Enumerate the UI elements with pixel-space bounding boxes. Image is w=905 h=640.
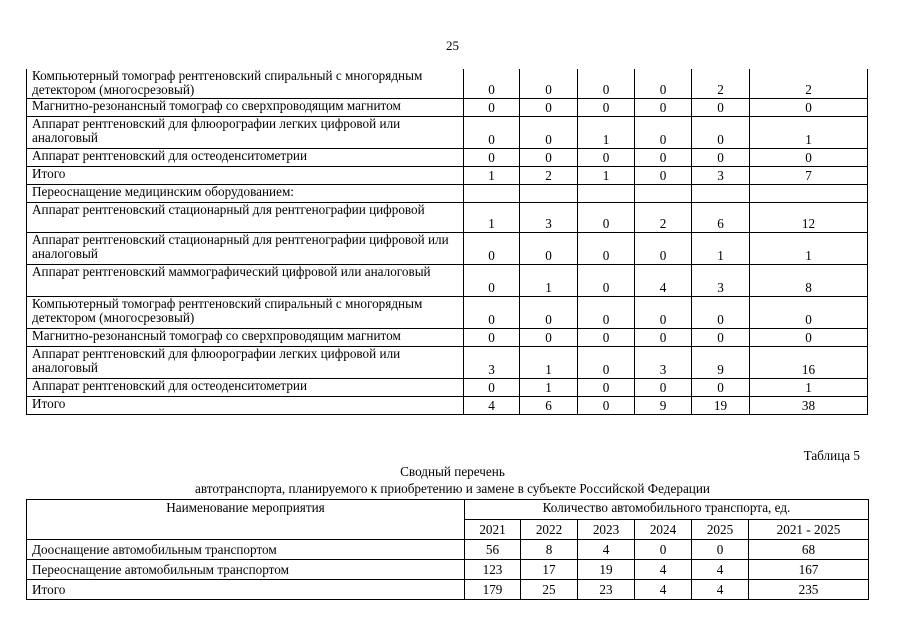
value-cell: 4 (692, 560, 749, 580)
value-cell (578, 185, 635, 203)
row-name-cell: Итого (27, 397, 464, 415)
value-cell: 0 (520, 149, 578, 167)
year-header-cell: 2023 (578, 520, 635, 540)
table-row (27, 69, 868, 99)
value-cell: 0 (464, 149, 520, 167)
value-cell: 0 (635, 149, 692, 167)
value-cell: 0 (635, 117, 692, 149)
row-name-cell: Аппарат рентгеновский маммографический цифровой или аналоговый (27, 265, 464, 297)
table-row (27, 99, 868, 117)
value-cell: 0 (692, 329, 750, 347)
value-cell: 19 (692, 397, 750, 415)
year-header-cell: 2021 - 2025 (749, 520, 869, 540)
value-cell: 8 (521, 540, 578, 560)
value-cell: 38 (750, 397, 868, 415)
value-cell: 0 (464, 379, 520, 397)
table-row (27, 397, 868, 415)
value-cell (464, 185, 520, 203)
value-cell: 0 (635, 99, 692, 117)
value-cell: 0 (692, 540, 749, 560)
value-cell: 1 (464, 203, 520, 233)
value-cell: 235 (749, 580, 869, 600)
value-cell: 0 (520, 297, 578, 329)
value-cell: 0 (635, 69, 692, 99)
value-cell: 0 (750, 99, 868, 117)
value-cell: 167 (749, 560, 869, 580)
value-cell: 0 (578, 297, 635, 329)
value-cell: 0 (464, 265, 520, 297)
value-cell: 0 (578, 397, 635, 415)
year-header-cell: 2024 (635, 520, 692, 540)
value-cell: 0 (520, 99, 578, 117)
value-cell: 0 (750, 329, 868, 347)
value-cell: 179 (465, 580, 521, 600)
value-cell: 0 (750, 149, 868, 167)
row-name-cell: Компьютерный томограф рентгеновский спиральный с многорядным детектором (многосрезовый) (27, 297, 464, 329)
value-cell: 6 (520, 397, 578, 415)
value-cell: 0 (578, 149, 635, 167)
value-cell: 56 (465, 540, 521, 560)
table-row (27, 540, 869, 560)
row-name-cell: Итого (27, 580, 465, 600)
table-label: Таблица 5 (803, 448, 860, 463)
value-cell: 1 (520, 265, 578, 297)
value-cell: 3 (464, 347, 520, 379)
value-cell: 4 (578, 540, 635, 560)
value-cell: 0 (578, 347, 635, 379)
value-cell: 1 (520, 379, 578, 397)
value-cell: 2 (750, 69, 868, 99)
value-cell: 12 (750, 203, 868, 233)
value-cell: 0 (464, 329, 520, 347)
value-cell: 0 (464, 297, 520, 329)
table-caption-title: Сводный перечень (400, 464, 505, 479)
value-cell: 8 (750, 265, 868, 297)
table-caption-subtitle: автотранспорта, планируемого к приобретению и замене в субъекте Российской Федерации (195, 481, 710, 496)
value-cell: 2 (635, 203, 692, 233)
header-name-cell: Наименование мероприятия (27, 500, 465, 540)
value-cell (692, 185, 750, 203)
value-cell: 4 (635, 560, 692, 580)
value-cell: 0 (578, 379, 635, 397)
value-cell: 0 (692, 99, 750, 117)
row-name-cell: Аппарат рентгеновский для остеоденситометрии (27, 149, 464, 167)
value-cell: 0 (578, 265, 635, 297)
table-row (27, 149, 868, 167)
row-name-cell: Магнитно-резонансный томограф со сверхпроводящим магнитом (27, 329, 464, 347)
table-row (27, 117, 868, 149)
table-header-row (27, 500, 869, 520)
row-name-cell: Аппарат рентгеновский для флюорографии легких цифровой или аналоговый (27, 347, 464, 379)
value-cell: 1 (750, 117, 868, 149)
value-cell: 2 (692, 69, 750, 99)
table-row (27, 580, 869, 600)
value-cell: 0 (692, 117, 750, 149)
year-header-cell: 2021 (465, 520, 521, 540)
header-group-cell: Количество автомобильного транспорта, ед. (465, 500, 869, 520)
row-name-cell: Аппарат рентгеновский стационарный для рентгенографии цифровой или аналоговый (27, 233, 464, 265)
value-cell: 4 (635, 265, 692, 297)
value-cell: 3 (635, 347, 692, 379)
value-cell: 0 (520, 233, 578, 265)
value-cell: 2 (520, 167, 578, 185)
value-cell: 0 (464, 117, 520, 149)
value-cell: 1 (578, 167, 635, 185)
value-cell: 0 (520, 329, 578, 347)
value-cell: 0 (464, 69, 520, 99)
year-header-cell: 2025 (692, 520, 749, 540)
table-row (27, 167, 868, 185)
equipment-table (26, 69, 868, 415)
value-cell (520, 185, 578, 203)
value-cell: 3 (692, 265, 750, 297)
table-row (27, 329, 868, 347)
value-cell: 0 (750, 297, 868, 329)
value-cell: 123 (465, 560, 521, 580)
value-cell: 1 (578, 117, 635, 149)
value-cell: 4 (692, 580, 749, 600)
page-number: 25 (446, 38, 459, 53)
value-cell: 0 (578, 69, 635, 99)
row-name-cell: Аппарат рентгеновский для остеоденситометрии (27, 379, 464, 397)
value-cell: 0 (692, 149, 750, 167)
row-name-cell: Переоснащение автомобильным транспортом (27, 560, 465, 580)
value-cell: 1 (692, 233, 750, 265)
value-cell: 1 (520, 347, 578, 379)
table-row (27, 265, 868, 297)
table-row (27, 379, 868, 397)
value-cell: 0 (578, 329, 635, 347)
table-row (27, 233, 868, 265)
value-cell: 0 (635, 233, 692, 265)
value-cell: 17 (521, 560, 578, 580)
value-cell: 3 (692, 167, 750, 185)
value-cell: 23 (578, 580, 635, 600)
value-cell: 9 (635, 397, 692, 415)
row-name-cell: Магнитно-резонансный томограф со сверхпроводящим магнитом (27, 99, 464, 117)
year-header-cell: 2022 (521, 520, 578, 540)
value-cell: 0 (520, 69, 578, 99)
value-cell: 0 (578, 233, 635, 265)
table-row (27, 297, 868, 329)
value-cell: 0 (692, 297, 750, 329)
row-name-cell: Аппарат рентгеновский для флюорографии легких цифровой или аналоговый (27, 117, 464, 149)
value-cell: 0 (635, 297, 692, 329)
value-cell: 16 (750, 347, 868, 379)
vehicle-table (26, 499, 869, 600)
value-cell: 4 (464, 397, 520, 415)
value-cell: 9 (692, 347, 750, 379)
row-name-cell: Компьютерный томограф рентгеновский спиральный с многорядным детектором (многосрезовый) (27, 69, 464, 99)
value-cell: 0 (464, 233, 520, 265)
value-cell (750, 185, 868, 203)
value-cell: 0 (520, 117, 578, 149)
value-cell: 0 (635, 379, 692, 397)
value-cell: 1 (750, 379, 868, 397)
table-row (27, 185, 868, 203)
table-row (27, 347, 868, 379)
value-cell: 4 (635, 580, 692, 600)
value-cell: 1 (750, 233, 868, 265)
row-name-cell: Дооснащение автомобильным транспортом (27, 540, 465, 560)
table-row (27, 560, 869, 580)
value-cell: 0 (635, 329, 692, 347)
value-cell: 19 (578, 560, 635, 580)
row-name-cell: Аппарат рентгеновский стационарный для рентгенографии цифровой (27, 203, 464, 233)
value-cell: 3 (520, 203, 578, 233)
value-cell: 0 (578, 99, 635, 117)
value-cell: 6 (692, 203, 750, 233)
value-cell: 25 (521, 580, 578, 600)
row-name-cell: Итого (27, 167, 464, 185)
value-cell: 7 (750, 167, 868, 185)
table-row (27, 203, 868, 233)
value-cell: 0 (635, 540, 692, 560)
value-cell: 0 (464, 99, 520, 117)
value-cell: 0 (635, 167, 692, 185)
value-cell (635, 185, 692, 203)
value-cell: 68 (749, 540, 869, 560)
value-cell: 0 (578, 203, 635, 233)
row-name-cell: Переоснащение медицинским оборудованием: (27, 185, 464, 203)
value-cell: 1 (464, 167, 520, 185)
value-cell: 0 (692, 379, 750, 397)
